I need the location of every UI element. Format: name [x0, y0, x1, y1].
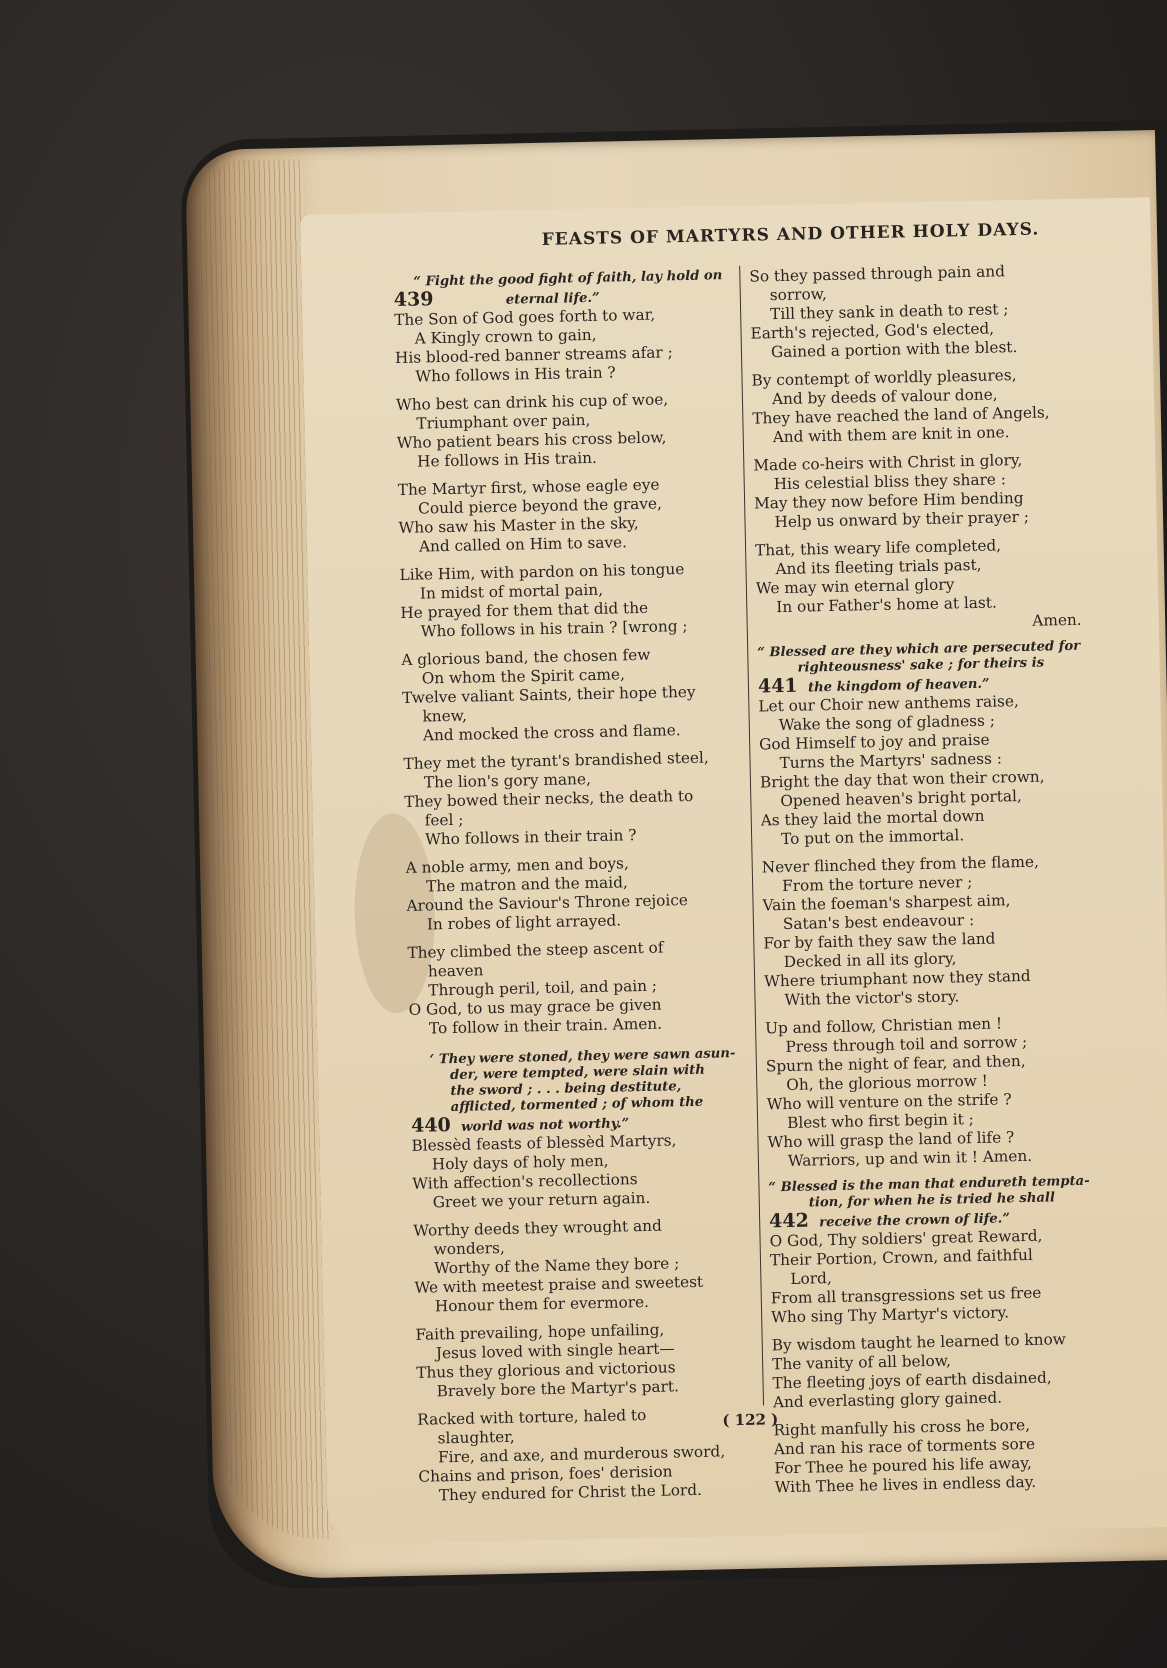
verse-line: Amen.: [1032, 610, 1082, 630]
verse-line: Triumphant over pain,: [416, 410, 591, 433]
page-number: ( 122 ): [722, 1410, 779, 1430]
verse-line: The vanity of all below,: [771, 1351, 952, 1374]
verse-line: We with meetest praise and sweetest: [414, 1272, 704, 1297]
verse-line: So they passed through pain and: [749, 262, 1006, 286]
stanza: [772, 1329, 1119, 1412]
hymn-440-number-row: 440 world was not worthy.”: [410, 1114, 630, 1137]
stanza: [401, 644, 748, 746]
verse-line: And ran his race of torments sore: [773, 1434, 1036, 1459]
verse-line: The matron and the maid,: [425, 873, 628, 896]
verse-line: For by faith they saw the land: [763, 929, 996, 953]
stanza: [751, 364, 1098, 447]
verse-line: Through peril, toil, and pain ;: [428, 976, 658, 1000]
verse-line: Who best can drink his cup of woe,: [395, 390, 669, 415]
hymn-number: 441: [757, 674, 798, 698]
verse-line: From the torture never ;: [781, 873, 973, 896]
stanza: [755, 534, 1102, 636]
hymn-439-epigraph-cont: eternal life.”: [505, 290, 600, 308]
verse-line: For Thee he poured his life away,: [774, 1453, 1032, 1478]
verse-line: Decked in all its glory,: [783, 949, 957, 972]
verse-line: Satan's best endeavour :: [782, 911, 975, 934]
verse-line: We may win eternal glory: [755, 575, 955, 598]
verse-line: A glorious band, the chosen few: [401, 645, 651, 669]
verse-line: Like Him, with pardon on his tongue: [399, 560, 685, 584]
verse-line: They climbed the steep ascent of: [407, 938, 664, 962]
stanza: [394, 304, 741, 387]
verse-line: From all transgressions set us free: [770, 1283, 1042, 1308]
verse-line: Spurn the night of fear, and then,: [765, 1051, 1026, 1076]
verse-line: And by deeds of valour done,: [771, 385, 998, 409]
verse-line: In robes of light arrayed.: [426, 911, 622, 934]
verse-line: The fleeting joys of earth disdained,: [772, 1368, 1052, 1393]
verse-line: He follows in His train.: [417, 448, 598, 471]
verse-line: Warriors, up and win it ! Amen.: [787, 1146, 1033, 1170]
verse-line: They have reached the land of Angels,: [752, 403, 1050, 428]
verse-line: With affection's recollections: [412, 1170, 638, 1193]
verse-line: On whom the Spirit came,: [421, 665, 626, 688]
stanza: [399, 559, 746, 642]
right-column: [749, 260, 1120, 1506]
hymn-439-epigraph: “ Fight the good fight of faith, lay hold on: [413, 268, 723, 290]
verse-line: Could pierce beyond the grave,: [417, 494, 663, 518]
stanza: [407, 937, 754, 1039]
stanza: [398, 474, 745, 557]
verse-line: Bravely bore the Martyr's part.: [436, 1377, 680, 1401]
verse-line: The lion's gory mane,: [423, 770, 592, 792]
verse-line: Right manfully his cross he bore,: [773, 1415, 1031, 1440]
verse-line: Who follows in their train ?: [424, 826, 637, 849]
hymn-442-epigraph: “ Blessed is the man that endureth tempta- tion, for when he is tried he shall: [768, 1173, 1090, 1211]
verse-line: Help us onward by their prayer ;: [774, 507, 1030, 532]
verse-line: Jesus loved with single heart—: [435, 1339, 675, 1363]
verse-line: Who patient bears his cross below,: [396, 428, 667, 453]
verse-line: God Himself to joy and praise: [759, 730, 990, 754]
verse-line: Who will grasp the land of life ?: [767, 1128, 1015, 1152]
hymn-442-number-row: 442 receive the crown of life.”: [768, 1209, 1011, 1233]
verse-line: Who follows in his train ? [wrong ;: [420, 616, 688, 641]
stanza: [406, 852, 753, 935]
verse-line: To put on the immortal.: [780, 826, 965, 849]
verse-line: Wake the song of gladness ;: [778, 711, 996, 735]
verse-line: Where triumphant now they stand: [763, 966, 1031, 991]
verse-line: Let our Choir new anthems raise,: [758, 692, 1020, 716]
verse-line: Their Portion, Crown, and faithful: [769, 1245, 1033, 1270]
verse-line: Greet we your return again.: [432, 1188, 651, 1212]
stanza: [411, 1130, 758, 1213]
verse-line: wonders,: [433, 1238, 505, 1259]
verse-line: That, this weary life completed,: [754, 536, 1002, 560]
verse-line: Press through toil and sorrow ;: [785, 1032, 1028, 1057]
verse-line: Holy days of holy men,: [431, 1151, 609, 1174]
left-column: [393, 268, 764, 1515]
verse-line: Worthy of the Name they bore ;: [433, 1254, 680, 1278]
verse-line: The Martyr first, whose eagle eye: [397, 475, 660, 500]
stanza: [758, 690, 1106, 849]
verse-line: With the victor's story.: [784, 987, 960, 1010]
verse-line: In midst of mortal pain,: [419, 580, 604, 603]
verse-line: Up and follow, Christian men !: [764, 1014, 1003, 1038]
verse-line: Oh, the glorious morrow !: [786, 1071, 989, 1095]
verse-line: Who follows in His train ?: [415, 363, 616, 386]
verse-line: sorrow,: [769, 284, 828, 305]
verse-line: A Kingly crown to gain,: [414, 325, 597, 348]
verse-line: His blood-red banner streams afar ;: [394, 343, 673, 368]
stanza: [769, 1225, 1116, 1327]
verse-line: Till they sank in death to rest ;: [769, 300, 1009, 324]
stanza: [762, 851, 1110, 1010]
verse-line: In our Father's home at last.: [776, 593, 997, 617]
verse-line: Blest who first begin it ;: [786, 1110, 975, 1132]
book-page: [300, 197, 1167, 1545]
hymn-440-epigraph: ‘ They were stoned, they were sawn asun- der, were tempted, were slain with the sword ; . . . being destitute, afflicted, tormented ; of whom the: [429, 1046, 736, 1116]
verse-line: Who saw his Master in the sky,: [398, 513, 639, 538]
verse-line: By wisdom taught he learned to know: [771, 1330, 1066, 1355]
verse-line: They met the tyrant's brandished steel,: [403, 748, 709, 773]
verse-line: Turns the Martyrs' sadness :: [779, 749, 1003, 773]
verse-line: Lord,: [790, 1269, 832, 1288]
verse-line: To follow in their train. Amen.: [428, 1014, 663, 1038]
stanza: [413, 1215, 760, 1317]
verse-line: The Son of God goes forth to war,: [394, 305, 656, 330]
verse-line: Thus they glorious and victorious: [416, 1358, 676, 1382]
verse-line: Worthy deeds they wrought and: [413, 1216, 662, 1240]
verse-line: Blessèd feasts of blessèd Martyrs,: [411, 1131, 677, 1155]
stanza: [749, 260, 1096, 362]
stanza: [415, 1319, 762, 1402]
verse-line: Opened heaven's bright portal,: [780, 787, 1022, 811]
stanza: [403, 748, 750, 850]
hymn-number: 440: [410, 1114, 451, 1137]
hymn-number: 442: [768, 1209, 810, 1233]
verse-line: slaughter,: [437, 1427, 515, 1448]
verse-line: May they now before Him bending: [753, 488, 1024, 513]
stanza: [396, 389, 743, 472]
verse-line: A noble army, men and boys,: [405, 854, 629, 877]
verse-line: And called on Him to save.: [418, 533, 628, 556]
verse-line: And mocked the cross and flame.: [422, 721, 681, 745]
verse-line: Who will venture on the strife ?: [766, 1090, 1012, 1114]
verse-line: They endured for Christ the Lord.: [438, 1480, 703, 1505]
verse-line: As they laid the mortal down: [760, 806, 985, 830]
verse-line: Earth's rejected, God's elected,: [750, 319, 995, 343]
verse-line: His celestial bliss they share :: [773, 470, 1007, 494]
verse-line: Honour them for evermore.: [434, 1292, 650, 1316]
verse-line: Made co-heirs with Christ in glory,: [753, 450, 1023, 475]
verse-line: Faith prevailing, hope unfailing,: [415, 1320, 665, 1344]
verse-line: Gained a portion with the blest.: [770, 338, 1018, 362]
verse-line: O God, Thy soldiers' great Reward,: [769, 1226, 1043, 1251]
verse-line: Around the Saviour's Throne rejoice: [406, 891, 689, 915]
verse-line: Vain the foeman's sharpest aim,: [762, 891, 1011, 915]
hymn-number: 439: [393, 288, 434, 312]
hymn-441-epigraph: “ Blessed are they which are persecuted for righteousness' sake ; for theirs is: [757, 638, 1081, 676]
verse-line: Twelve valiant Saints, their hope they: [401, 682, 696, 707]
hymn-441-number-row: 441 the kingdom of heaven.”: [757, 674, 990, 698]
verse-line: heaven: [427, 961, 484, 981]
page-header: FEASTS OF MARTYRS AND OTHER HOLY DAYS.: [541, 219, 1040, 250]
verse-line: Never flinched they from the flame,: [761, 852, 1040, 877]
verse-line: And everlasting glory gained.: [772, 1388, 1003, 1412]
verse-line: He prayed for them that did the: [400, 598, 649, 622]
verse-line: By contempt of worldly pleasures,: [751, 366, 1017, 390]
verse-line: Who sing Thy Martyr's victory.: [771, 1303, 1010, 1327]
verse-line: Bright the day that won their crown,: [759, 767, 1045, 792]
stanza: [753, 449, 1100, 532]
verse-line: Fire, and axe, and murderous sword,: [437, 1442, 726, 1467]
verse-line: They bowed their necks, the death to: [404, 786, 694, 811]
verse-line: feel ;: [424, 810, 464, 830]
verse-line: knew,: [422, 706, 468, 726]
verse-line: With Thee he lives in endless day.: [774, 1472, 1037, 1497]
verse-line: And its fleeting trials past,: [775, 555, 982, 579]
verse-line: Racked with torture, haled to: [417, 1406, 647, 1429]
verse-line: And with them are knit in one.: [772, 423, 1010, 447]
verse-line: O God, to us may grace be given: [408, 995, 662, 1019]
stanza: [765, 1012, 1113, 1171]
verse-line: Chains and prison, foes' derision: [418, 1462, 673, 1486]
